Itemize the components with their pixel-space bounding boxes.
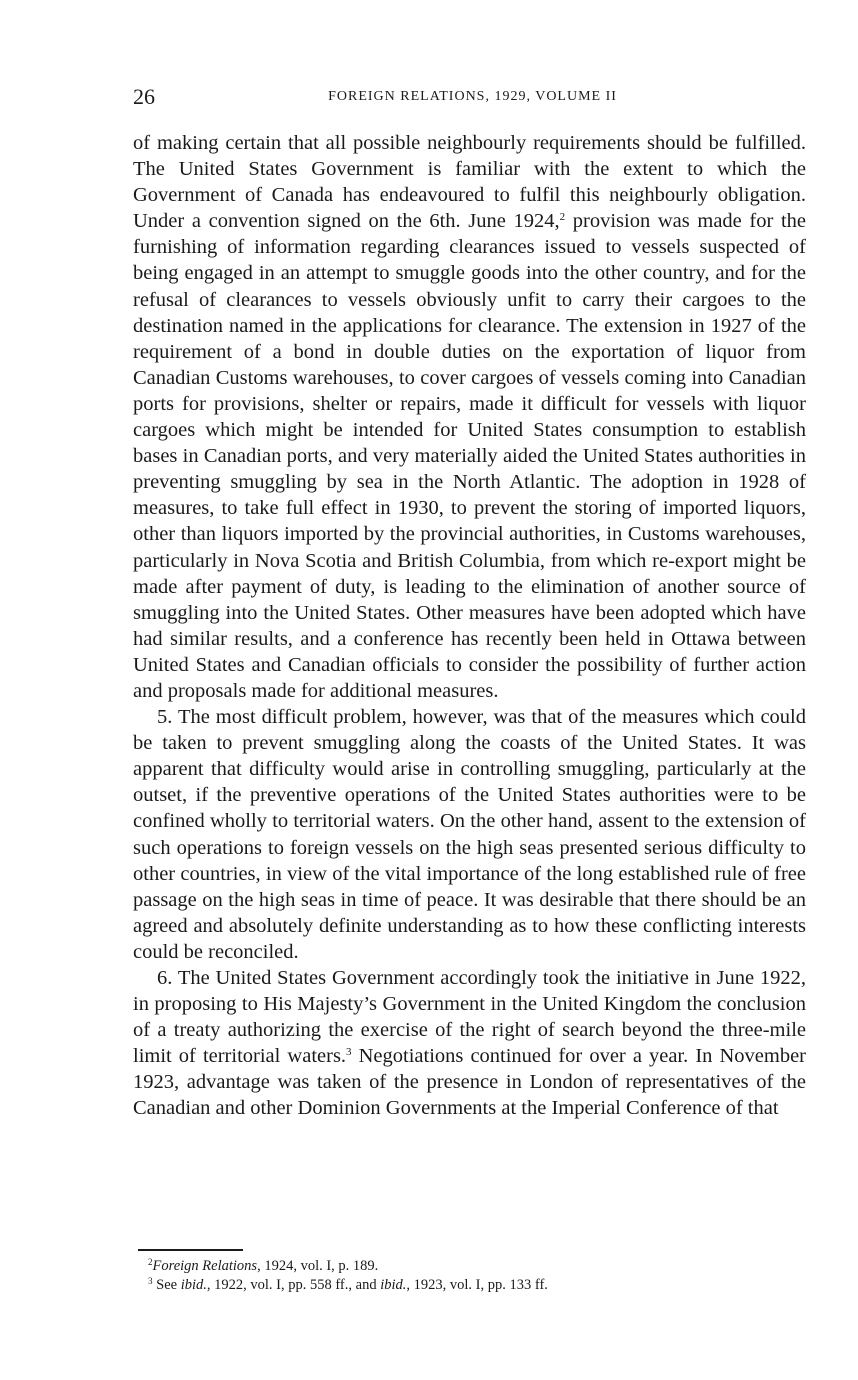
paragraph-continuation bbox=[133, 130, 806, 704]
footnote-mark: 2 bbox=[148, 1257, 153, 1267]
page-header bbox=[133, 84, 806, 110]
footnote-ref-3: 3 bbox=[346, 1046, 352, 1059]
footnote-mark: 3 bbox=[148, 1276, 153, 1286]
footnote-2 bbox=[148, 1257, 788, 1276]
footnote-ibid: ibid. bbox=[180, 1277, 207, 1293]
paragraph-6 bbox=[133, 965, 806, 1122]
footnotes bbox=[148, 1257, 788, 1295]
paragraph-text: 6. The United States Government accordingly took the initiative in June 1922, in proposing to His Majesty’s Government in the United Kingdom the conclusion of a treaty authorizing the exercise of the right of search beyond the three-mile limit of territorial waters. bbox=[133, 967, 806, 1068]
footnote-3 bbox=[148, 1276, 788, 1295]
running-head: FOREIGN RELATIONS, 1929, VOLUME II bbox=[328, 89, 617, 104]
footnote-text: , 1922, vol. I, pp. 558 ff., and bbox=[206, 1277, 381, 1293]
footnote-text: , 1924, vol. I, p. 189. bbox=[257, 1258, 379, 1274]
paragraph-text: of making certain that all possible neighbourly requirements should be fulfilled. The United States Government is familiar with the extent to which the Government of Canada has endeavoured to fulfil this neighbourly obligation. Under a convention signed on the 6th. June 1924, bbox=[133, 132, 806, 233]
footnote-text: See bbox=[152, 1277, 181, 1293]
paragraph-text: provision was made for the furnishing of information regarding clearances issued to vessels suspected of being engaged in an attempt to smuggle goods into the other country, and for the refusal of clearances to vessels obviously unfit to carry their cargoes to the destination named in the applications for clearance. The extension in 1927 of the requirement of a bond in double duties on the exportation of liquor from Canadian Customs warehouses, to cover cargoes of vessels coming into Canadian ports for provisions, shelter or repairs, made it difficult for vessels with liquor cargoes which might be intended for United States consumption to establish bases in Canadian ports, and very materially aided the United States authorities in preventing smuggling by sea in the North Atlantic. The adoption in 1928 of measures, to take full effect in 1930, to prevent the storing of imported liquors, other than liquors imported by the provincial authorities, in Customs warehouses, particularly in Nova Scotia and British Columbia, from which re-export might be made after payment of duty, is leading to the elimination of another source of smuggling into the United States. Other measures have been adopted which have had similar results, and a conference has recently been held in Ottawa between United States and Canadian officials to consider the possibility of further action and proposals made for additional measures. bbox=[133, 210, 806, 702]
footnote-ref-2: 2 bbox=[559, 211, 566, 224]
footnote-text: , 1923, vol. I, pp. 133 ff. bbox=[406, 1277, 548, 1293]
body-text bbox=[133, 130, 806, 1122]
paragraph-5: 5. The most difficult problem, however, was that of the measures which could be taken to prevent smuggling along the coasts of the United States. It was apparent that difficulty would arise in controlling smuggling, particularly at the outset, if the preventive operations of the United States authorities were to be confined wholly to territorial waters. On the other hand, assent to the extension of such operations to foreign vessels on the high seas presented serious difficulty to other countries, in view of the vital importance of the long established rule of free passage on the high seas in time of peace. It was desirable that there should be an agreed and absolutely definite understanding as to how these conflicting interests could be reconciled. bbox=[133, 706, 806, 963]
footnote-title: Foreign Relations bbox=[152, 1258, 258, 1274]
footnote-ibid: ibid. bbox=[380, 1277, 407, 1293]
page-number: 26 bbox=[133, 84, 155, 109]
footnote-divider bbox=[138, 1249, 243, 1251]
paragraph-text: Negotiations continued for over a year. In November 1923, advantage was taken of the presence in London of representatives of the Canadian and other Dominion Governments at the Imperial Conference of that bbox=[133, 1045, 806, 1120]
